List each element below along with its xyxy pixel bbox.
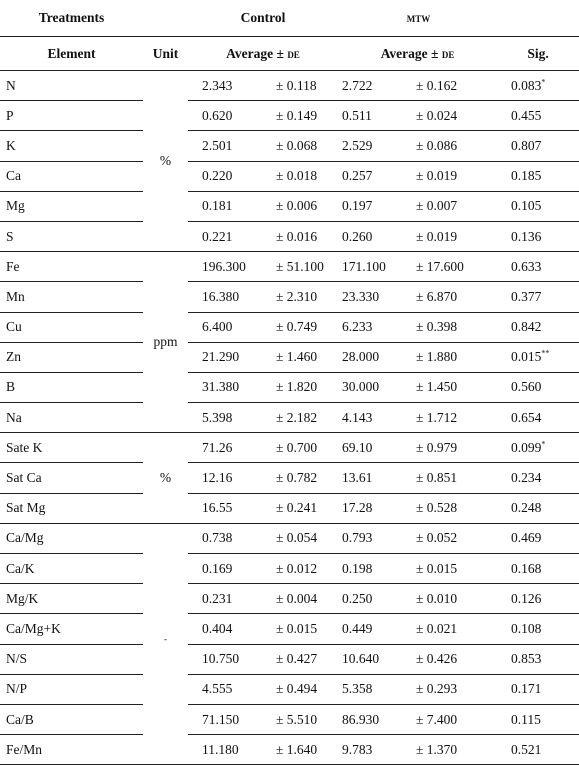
sig-cell	[497, 493, 579, 523]
table-row	[0, 252, 579, 282]
sig-value: 0.853	[511, 651, 542, 667]
sig-value: 0.108	[511, 620, 542, 636]
sig-value: 0.248	[511, 500, 542, 516]
mtw-average-cell: 0.260	[338, 221, 408, 251]
element-cell: P	[0, 101, 143, 131]
header-row-treatments	[0, 0, 579, 37]
sig-mark: *	[541, 439, 546, 449]
sig-cell	[497, 131, 579, 161]
element-cell: Ca/Mg	[0, 523, 143, 553]
mtw-de-cell: ± 0.293	[408, 674, 497, 704]
unit-label: %	[159, 470, 172, 486]
sig-cell	[497, 584, 579, 614]
mtw-average-cell: 9.783	[338, 735, 408, 765]
control-average-cell: 71.26	[188, 433, 260, 463]
mtw-average-cell: 69.10	[338, 433, 408, 463]
sig-cell	[497, 252, 579, 282]
sig-value: 0.842	[511, 319, 542, 335]
control-average-cell: 31.380	[188, 372, 260, 402]
mtw-de-cell: ± 1.370	[408, 735, 497, 765]
table-row	[0, 101, 579, 131]
control-average-cell: 0.169	[188, 554, 260, 584]
element-cell: N	[0, 71, 143, 101]
sig-cell	[497, 221, 579, 251]
mtw-de-cell: ± 1.880	[408, 342, 497, 372]
sig-cell	[497, 191, 579, 221]
mtw-average-cell: 6.233	[338, 312, 408, 342]
mtw-de-cell: ± 0.021	[408, 614, 497, 644]
element-cell: Ca	[0, 161, 143, 191]
mtw-de-cell: ± 0.851	[408, 463, 497, 493]
table-row	[0, 191, 579, 221]
unit-label: ppm	[153, 334, 178, 350]
table-row	[0, 282, 579, 312]
sig-heading: Sig.	[497, 37, 579, 71]
mtw-average-cell: 4.143	[338, 403, 408, 433]
control-de-cell: ± 0.054	[260, 523, 338, 553]
mtw-average-cell: 0.197	[338, 191, 408, 221]
sig-cell	[497, 674, 579, 704]
control-de-cell: ± 1.820	[260, 372, 338, 402]
mtw-average-cell: 5.358	[338, 674, 408, 704]
control-average-cell: 0.220	[188, 161, 260, 191]
sig-cell	[497, 342, 579, 372]
control-average-cell: 2.501	[188, 131, 260, 161]
control-de-cell: ± 0.149	[260, 101, 338, 131]
control-average-cell: 0.620	[188, 101, 260, 131]
header-row-columns	[0, 37, 579, 71]
table-row	[0, 674, 579, 704]
control-average-cell: 0.181	[188, 191, 260, 221]
mtw-de-cell: ± 7.400	[408, 704, 497, 734]
mtw-average-cell: 10.640	[338, 644, 408, 674]
control-de-cell: ± 1.460	[260, 342, 338, 372]
control-de-cell: ± 5.510	[260, 704, 338, 734]
sig-mark: *	[541, 77, 546, 87]
mtw-average-cell: 23.330	[338, 282, 408, 312]
element-cell: Cu	[0, 312, 143, 342]
element-cell: Fe/Mn	[0, 735, 143, 765]
element-heading: Element	[0, 37, 143, 71]
mtw-average-cell: 2.529	[338, 131, 408, 161]
control-average-cell: 11.180	[188, 735, 260, 765]
mtw-de-cell: ± 17.600	[408, 252, 497, 282]
element-cell: Mg/K	[0, 584, 143, 614]
control-average-cell: 0.404	[188, 614, 260, 644]
element-cell: S	[0, 221, 143, 251]
mtw-average-cell: 86.930	[338, 704, 408, 734]
control-de-cell: ± 2.310	[260, 282, 338, 312]
element-cell: N/S	[0, 644, 143, 674]
treatments-heading: Treatments	[0, 0, 143, 37]
mtw-average-cell: 30.000	[338, 372, 408, 402]
element-cell: Mn	[0, 282, 143, 312]
control-average-cell: 196.300	[188, 252, 260, 282]
table-row	[0, 554, 579, 584]
sig-cell	[497, 403, 579, 433]
control-average-cell: 2.343	[188, 71, 260, 101]
control-average-cell: 12.16	[188, 463, 260, 493]
mtw-average-cell: 0.511	[338, 101, 408, 131]
control-de-cell: ± 0.004	[260, 584, 338, 614]
control-average-heading: Average ± de	[188, 37, 338, 71]
control-de-cell: ± 0.068	[260, 131, 338, 161]
sig-cell	[497, 372, 579, 402]
sig-value: 0.521	[511, 741, 542, 757]
element-cell: Zn	[0, 342, 143, 372]
element-cell: Sat Mg	[0, 493, 143, 523]
mtw-heading: mtw	[406, 10, 431, 25]
mtw-de-cell: ± 0.086	[408, 131, 497, 161]
sig-value: 0.560	[511, 379, 542, 395]
control-average-cell: 16.380	[188, 282, 260, 312]
sig-cell	[497, 554, 579, 584]
sig-cell	[497, 71, 579, 101]
mtw-de-cell: ± 0.019	[408, 221, 497, 251]
mtw-de-cell: ± 1.450	[408, 372, 497, 402]
mtw-de-cell: ± 6.870	[408, 282, 497, 312]
sig-cell	[497, 644, 579, 674]
sig-value: 0.105	[511, 198, 542, 214]
mtw-de-cell: ± 0.528	[408, 493, 497, 523]
unit-cell	[143, 433, 188, 524]
mtw-average-cell: 28.000	[338, 342, 408, 372]
table-row	[0, 614, 579, 644]
table-row	[0, 584, 579, 614]
table-row	[0, 493, 579, 523]
control-de-cell: ± 0.700	[260, 433, 338, 463]
table-row	[0, 71, 579, 101]
control-de-cell: ± 0.782	[260, 463, 338, 493]
table-row	[0, 463, 579, 493]
table-row	[0, 735, 579, 765]
sig-cell	[497, 614, 579, 644]
mtw-average-cell: 13.61	[338, 463, 408, 493]
table-row	[0, 523, 579, 553]
mtw-de-cell: ± 0.007	[408, 191, 497, 221]
control-heading: Control	[188, 0, 338, 37]
control-average-cell: 0.221	[188, 221, 260, 251]
mtw-de-cell: ± 0.979	[408, 433, 497, 463]
table-row	[0, 131, 579, 161]
sig-value: 0.654	[511, 409, 542, 425]
control-average-cell: 21.290	[188, 342, 260, 372]
element-cell: Ca/Mg+K	[0, 614, 143, 644]
element-cell: Sate K	[0, 433, 143, 463]
unit-heading: Unit	[143, 37, 188, 71]
control-average-cell: 4.555	[188, 674, 260, 704]
sig-value: 0.099	[511, 439, 542, 455]
element-cell: Ca/B	[0, 704, 143, 734]
sig-cell	[497, 161, 579, 191]
unit-cell	[143, 252, 188, 433]
element-cell: Sat Ca	[0, 463, 143, 493]
control-average-cell: 10.750	[188, 644, 260, 674]
mtw-de-cell: ± 0.426	[408, 644, 497, 674]
control-de-cell: ± 0.006	[260, 191, 338, 221]
control-de-cell: ± 0.241	[260, 493, 338, 523]
table-header	[0, 0, 579, 71]
element-cell: K	[0, 131, 143, 161]
table-body	[0, 71, 579, 765]
sig-value: 0.469	[511, 530, 542, 546]
control-de-cell: ± 0.494	[260, 674, 338, 704]
sig-value: 0.807	[511, 137, 542, 153]
sig-cell	[497, 101, 579, 131]
mtw-average-cell: 0.250	[338, 584, 408, 614]
element-cell: B	[0, 372, 143, 402]
control-de-cell: ± 0.016	[260, 221, 338, 251]
mtw-average-cell: 0.449	[338, 614, 408, 644]
mtw-average-cell: 0.198	[338, 554, 408, 584]
control-de-cell: ± 0.012	[260, 554, 338, 584]
sig-value: 0.083	[511, 77, 542, 93]
sig-value: 0.171	[511, 681, 542, 697]
table-row	[0, 342, 579, 372]
control-de-cell: ± 1.640	[260, 735, 338, 765]
unit-label: %	[159, 153, 172, 169]
table-row	[0, 221, 579, 251]
sig-value: 0.168	[511, 560, 542, 576]
table-row	[0, 312, 579, 342]
table-row	[0, 704, 579, 734]
sig-value: 0.115	[511, 711, 541, 727]
control-average-cell: 0.738	[188, 523, 260, 553]
control-de-cell: ± 0.118	[260, 71, 338, 101]
sig-value: 0.185	[511, 168, 542, 184]
sig-cell	[497, 704, 579, 734]
sig-value: 0.633	[511, 258, 542, 274]
unit-mark: -	[164, 634, 167, 645]
sig-value: 0.377	[511, 288, 542, 304]
mtw-average-heading: Average ± de	[338, 37, 497, 71]
mtw-de-cell: ± 0.019	[408, 161, 497, 191]
control-de-cell: ± 0.015	[260, 614, 338, 644]
control-average-cell: 16.55	[188, 493, 260, 523]
mtw-de-cell: ± 1.712	[408, 403, 497, 433]
sig-cell	[497, 735, 579, 765]
sig-cell	[497, 523, 579, 553]
table-row	[0, 161, 579, 191]
table-row	[0, 644, 579, 674]
mtw-average-cell: 171.100	[338, 252, 408, 282]
control-average-cell: 0.231	[188, 584, 260, 614]
control-de-cell: ± 0.749	[260, 312, 338, 342]
sig-cell	[497, 433, 579, 463]
mtw-average-cell: 17.28	[338, 493, 408, 523]
table-row	[0, 433, 579, 463]
unit-cell	[143, 71, 188, 252]
sig-cell	[497, 282, 579, 312]
mtw-de-cell: ± 0.024	[408, 101, 497, 131]
control-average-cell: 5.398	[188, 403, 260, 433]
control-average-cell: 6.400	[188, 312, 260, 342]
control-de-cell: ± 51.100	[260, 252, 338, 282]
control-de-cell: ± 2.182	[260, 403, 338, 433]
sig-value: 0.126	[511, 590, 542, 606]
sig-value: 0.455	[511, 107, 542, 123]
sig-value: 0.234	[511, 470, 542, 486]
mtw-average-cell: 2.722	[338, 71, 408, 101]
element-cell: Fe	[0, 252, 143, 282]
sig-value: 0.015	[511, 349, 542, 365]
mtw-de-cell: ± 0.398	[408, 312, 497, 342]
sig-cell	[497, 463, 579, 493]
control-de-cell: ± 0.018	[260, 161, 338, 191]
mtw-de-cell: ± 0.015	[408, 554, 497, 584]
mtw-average-cell: 0.793	[338, 523, 408, 553]
sig-mark: **	[541, 348, 550, 358]
element-cell: Ca/K	[0, 554, 143, 584]
mtw-de-cell: ± 0.010	[408, 584, 497, 614]
mtw-average-cell: 0.257	[338, 161, 408, 191]
mtw-de-cell: ± 0.162	[408, 71, 497, 101]
element-cell: Mg	[0, 191, 143, 221]
table-row	[0, 372, 579, 402]
control-de-cell: ± 0.427	[260, 644, 338, 674]
element-cell: Na	[0, 403, 143, 433]
element-cell: N/P	[0, 674, 143, 704]
sig-value: 0.136	[511, 228, 542, 244]
control-average-cell: 71.150	[188, 704, 260, 734]
unit-cell	[143, 523, 188, 765]
sig-cell	[497, 312, 579, 342]
mtw-de-cell: ± 0.052	[408, 523, 497, 553]
table-row	[0, 403, 579, 433]
